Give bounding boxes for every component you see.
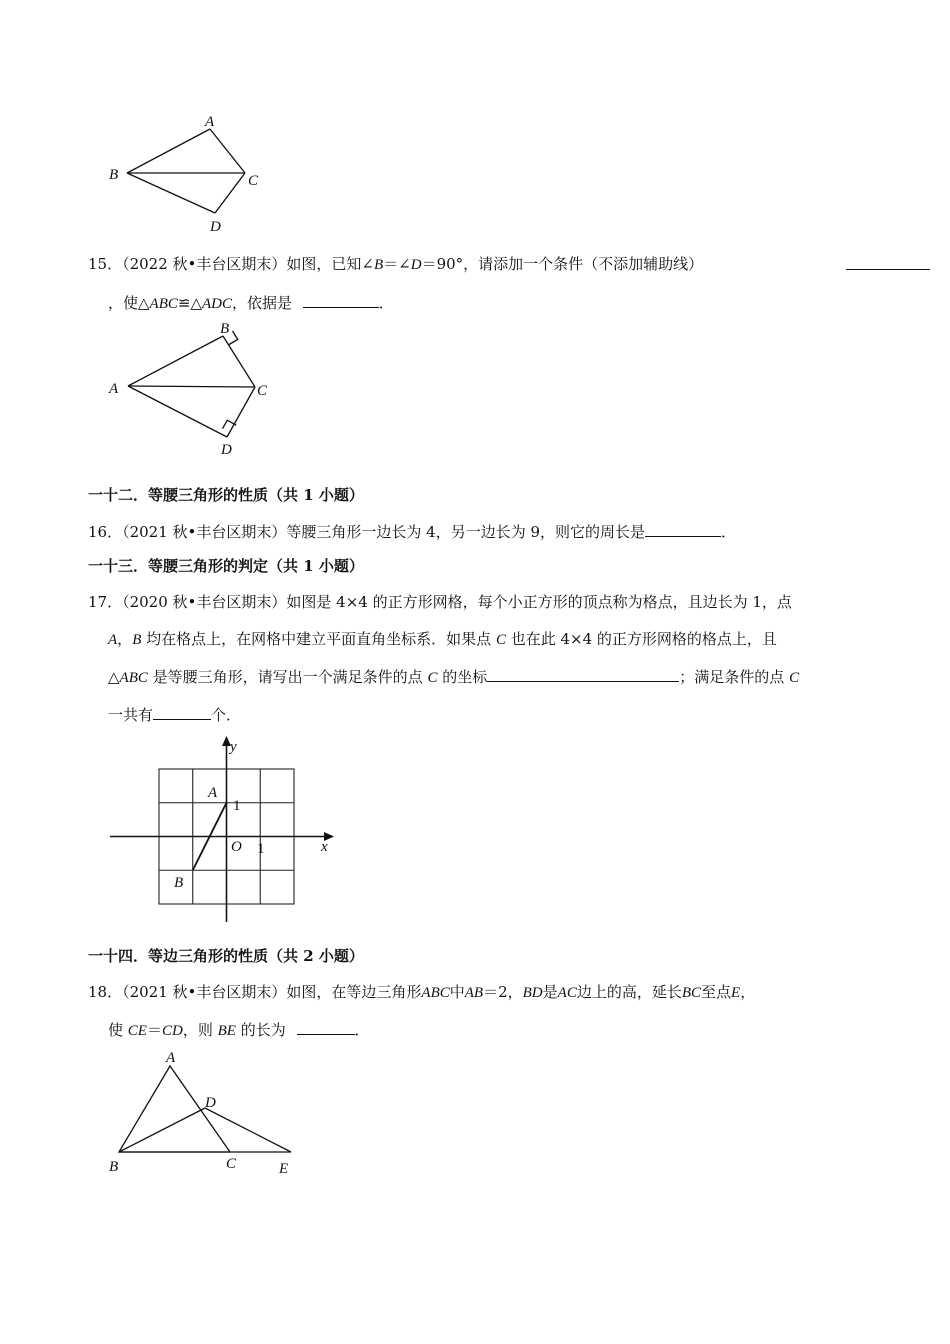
var-bd: BD (522, 985, 543, 1001)
question-15-line1 (88, 254, 703, 275)
question-text: ，则 (182, 1021, 213, 1039)
question-text: 是 (542, 983, 558, 1001)
label-d: D (205, 1095, 216, 1111)
answer-blank-17a[interactable] (487, 666, 679, 682)
var-cd: CD (161, 1023, 183, 1039)
question-text: ＝∠ (383, 255, 411, 273)
point-label-b: B (174, 875, 184, 891)
question-source: （2021 秋•丰台区期末） (122, 983, 287, 1001)
answer-blank-18[interactable] (297, 1019, 355, 1035)
question-number: 16． (88, 523, 123, 541)
question-15-line2 (108, 292, 394, 314)
tick-label-x-1: 1 (257, 841, 265, 857)
var-a: A (108, 632, 118, 648)
answer-blank-16[interactable] (645, 521, 721, 537)
var-c: C (789, 670, 800, 686)
var-abc: ABC (421, 985, 450, 1001)
answer-blank-17b[interactable] (153, 704, 211, 720)
question-text: △ (108, 668, 120, 686)
label-a: A (109, 381, 119, 397)
answer-blank-15b[interactable] (303, 292, 379, 308)
label-b: B (109, 1159, 119, 1175)
label-e: E (279, 1161, 289, 1177)
question-text: 如图是 4×4 的正方形网格，每个小正方形的顶点称为格点，且边长为 1，点 (286, 593, 792, 611)
question-source: （2022 秋•丰台区期末） (122, 255, 287, 273)
label-c: C (248, 173, 259, 189)
question-text: ， (117, 630, 133, 648)
origin-label: O (231, 839, 242, 855)
question-17-line1 (88, 592, 792, 612)
question-17-line4 (108, 704, 241, 725)
tick-label-y-1: 1 (233, 798, 241, 814)
figure-q14 (100, 110, 280, 240)
var-e: E (731, 985, 741, 1001)
question-text: ＝ (146, 1021, 162, 1039)
question-17-line3 (108, 666, 799, 688)
question-text: 使 (108, 1021, 124, 1039)
var-abc: ABC (119, 670, 148, 686)
var-d: D (410, 257, 422, 273)
question-text: 如图，已知∠ (286, 255, 374, 273)
question-text: 如图，在等边三角形 (286, 983, 422, 1001)
label-b: B (220, 321, 230, 337)
question-16 (88, 521, 736, 542)
figure-q17-grid (100, 734, 350, 929)
label-c: C (226, 1156, 237, 1172)
var-b: B (132, 632, 142, 648)
question-text: 至点 (701, 983, 732, 1001)
var-ce: CE (127, 1023, 147, 1039)
question-text: 均在格点上，在网格中建立平面直角坐标系．如果点 (146, 630, 492, 648)
figure-q15 (100, 316, 290, 461)
var-ab: AB (464, 985, 484, 1001)
question-text: 也在此 4×4 的正方形网格的格点上，且 (510, 630, 777, 648)
question-source: （2020 秋•丰台区期末） (122, 593, 287, 611)
label-a: A (205, 114, 215, 130)
var-abc: ABC (149, 296, 178, 312)
label-b: B (109, 167, 119, 183)
question-text: 的长为 (240, 1021, 286, 1039)
var-bc: BC (681, 985, 702, 1001)
var-b: B (373, 257, 384, 273)
question-text: ＝2， (483, 983, 523, 1001)
label-d: D (210, 219, 221, 235)
figure-q18 (100, 1044, 310, 1184)
question-text: ，使△ (108, 294, 150, 312)
section-heading-12: 一十二．等腰三角形的性质（共 1 小题） (88, 486, 364, 504)
axis-label-x: x (321, 839, 328, 855)
question-text: ． (354, 1021, 370, 1039)
question-text: 边上的高，延长 (576, 983, 682, 1001)
question-text: ， (740, 983, 756, 1001)
question-number: 17． (88, 593, 123, 611)
question-number: 15． (88, 255, 123, 273)
var-c: C (427, 670, 438, 686)
question-text: ，依据是 (232, 294, 293, 312)
question-text: ≌△ (177, 294, 202, 312)
label-a: A (166, 1050, 176, 1066)
question-text: ；满足条件的点 (679, 668, 785, 686)
point-label-a: A (208, 785, 218, 801)
answer-blank-15a[interactable] (846, 254, 930, 270)
label-d: D (221, 442, 232, 458)
question-text: 的坐标 (442, 668, 488, 686)
question-17-line2 (108, 629, 777, 650)
question-text: 是等腰三角形，请写出一个满足条件的点 (152, 668, 423, 686)
question-text: ． (721, 523, 737, 541)
question-number: 18． (88, 983, 123, 1001)
section-heading-13: 一十三．等腰三角形的判定（共 1 小题） (88, 557, 364, 575)
question-source: （2021 秋•丰台区期末） (122, 523, 287, 541)
label-c: C (257, 383, 268, 399)
var-ac: AC (557, 985, 577, 1001)
var-c: C (495, 632, 506, 648)
question-text: 个． (211, 706, 242, 724)
question-text: ＝90°，请添加一个条件（不添加辅助线） (421, 255, 704, 273)
axis-label-y: y (230, 739, 237, 755)
question-text: 等腰三角形一边长为 4，另一边长为 9，则它的周长是 (286, 523, 646, 541)
question-text: 一共有 (108, 706, 154, 724)
question-text: ． (378, 294, 394, 312)
question-18-line2 (108, 1019, 370, 1041)
question-18-line1 (88, 982, 755, 1003)
question-text: 中 (449, 983, 465, 1001)
var-adc: ADC (202, 296, 232, 312)
section-heading-14: 一十四．等边三角形的性质（共 2 小题） (88, 947, 364, 965)
var-be: BE (217, 1023, 236, 1039)
